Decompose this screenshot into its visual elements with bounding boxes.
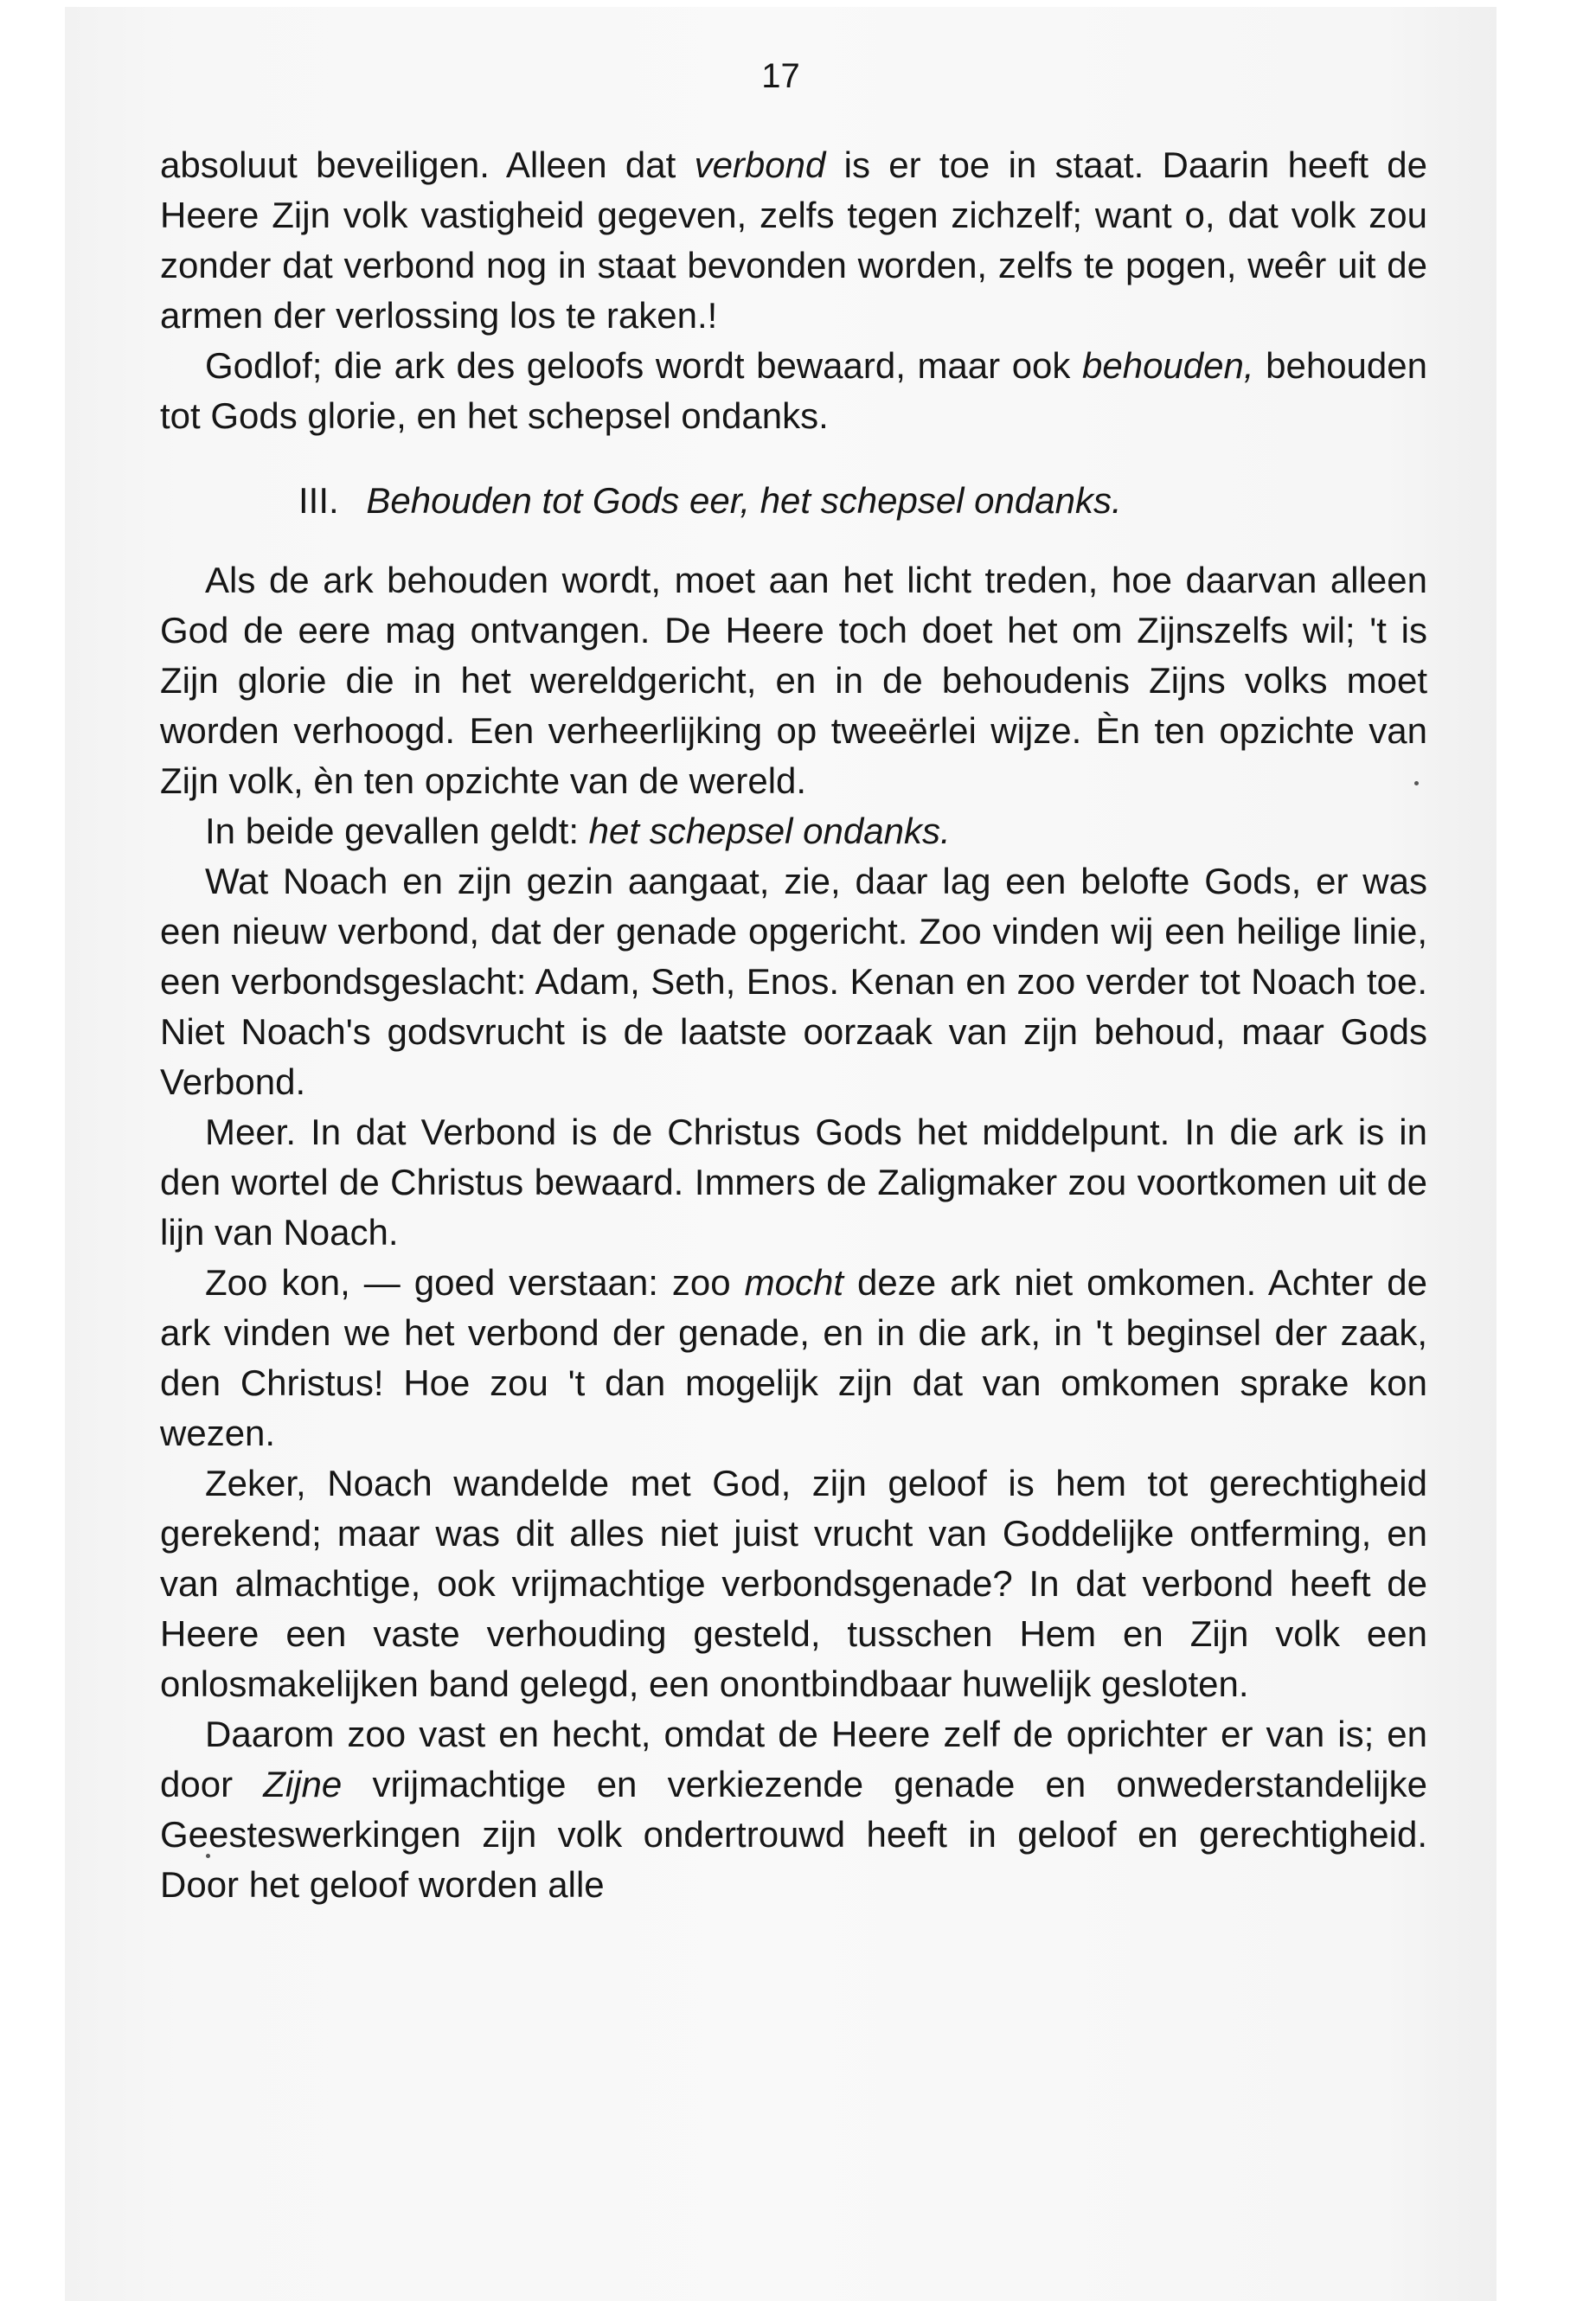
italic-text: verbond — [694, 144, 826, 185]
body-text — [160, 140, 1427, 1910]
text-run: is er toe in staat. Daarin heeft de Heere Zijn volk vastigheid gegeven, zelfs tegen zichzelf; want o, dat volk zou zonder dat verbond nog in staat bevonden worden, zelfs te pogen, weêr uit de armen der verlossing los te raken.! — [160, 144, 1427, 336]
text-run: Meer. In dat Verbond is de Christus Gods het middelpunt. In die ark is in den wortel de Christus bewaard. Immers de Zaligmaker zou voortkomen uit de lijn van Noach. — [160, 1112, 1427, 1253]
italic-text: behouden, — [1082, 345, 1254, 386]
page-number: 17 — [761, 57, 800, 95]
italic-text: het schepsel ondanks. — [588, 811, 951, 851]
text-run: deze ark niet omkomen. Achter de ark vinden we het verbond der genade, en in die ark, in 't beginsel der zaak, den Christus! Hoe zou 't dan mogelijk zijn dat van omkomen sprake kon wezen. — [160, 1262, 1427, 1453]
text-run: behouden tot Gods glorie, en het schepsel ondanks. — [160, 345, 1427, 436]
italic-text: Zijne — [263, 1764, 343, 1804]
paragraph — [160, 555, 1427, 806]
text-run: In beide gevallen geldt: — [205, 811, 589, 851]
paragraph — [160, 341, 1427, 441]
text-run: absoluut beveiligen. Alleen dat — [160, 144, 695, 185]
paragraph — [160, 1458, 1427, 1709]
paragraph — [160, 1709, 1427, 1910]
section-heading — [160, 476, 1427, 526]
paragraph — [160, 806, 1427, 856]
text-run: Als de ark behouden wordt, moet aan het licht treden, hoe daarvan alleen God de eere mag ontvangen. De Heere toch doet het om Zijnszelfs wil; 't is Zijn glorie die in het wereldgericht, en in de behoudenis Zijns volks moet worden verhoogd. Een verheerlijking op tweeërlei wijze. Èn ten opzichte van Zijn volk, èn ten opzichte van de wereld. — [160, 560, 1427, 801]
text-run: vrijmachtige en verkiezende genade en onwederstandelijke Geesteswerkingen zijn volk ondertrouwd heeft in geloof en gerechtigheid. Door het geloof worden alle — [160, 1764, 1427, 1905]
paragraph — [160, 1258, 1427, 1458]
text-run: Wat Noach en zijn gezin aangaat, zie, daar lag een belofte Gods, er was een nieuw verbond, dat der genade opgericht. Zoo vinden wij een heilige linie, een verbondsgeslacht: Adam, Seth, Enos. Kenan en zoo verder tot Noach toe. Niet Noach's godsvrucht is de laatste oorzaak van zijn behoud, maar Gods Verbond. — [160, 861, 1427, 1102]
paragraph — [160, 856, 1427, 1107]
section-number: III. — [298, 480, 339, 521]
text-run: Daarom zoo vast en hecht, omdat de Heere zelf de oprichter er van is; en door — [160, 1714, 1427, 1804]
italic-text: mocht — [744, 1262, 844, 1303]
paragraph — [160, 140, 1427, 341]
section-title: Behouden tot Gods eer, het schepsel ondanks. — [366, 480, 1122, 521]
paragraphs-before-heading — [160, 140, 1427, 441]
paragraph — [160, 1107, 1427, 1258]
text-run: Zeker, Noach wandelde met God, zijn geloof is hem tot gerechtigheid gerekend; maar was dit alles niet juist vrucht van Goddelijke ontferming, en van almachtige, ook vrijmachtige verbondsgenade? In dat verbond heeft de Heere een vaste verhouding gesteld, tusschen Hem en Zijn volk een onlosmakelijken band gelegd, een onontbindbaar huwelijk gesloten. — [160, 1463, 1427, 1704]
text-run: Godlof; die ark des geloofs wordt bewaard, maar ook — [205, 345, 1082, 386]
paragraphs-after-heading — [160, 555, 1427, 1910]
text-run: Zoo kon, — goed verstaan: zoo — [205, 1262, 745, 1303]
